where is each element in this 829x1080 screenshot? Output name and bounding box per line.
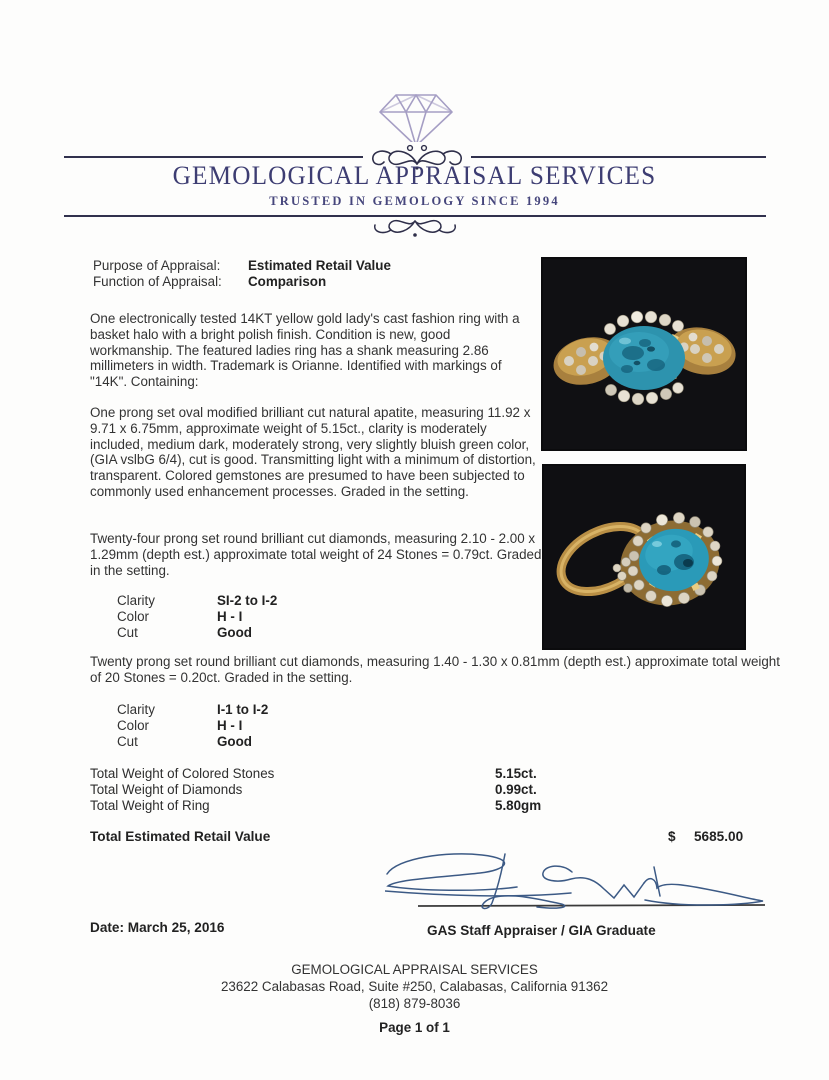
color-value: H - I xyxy=(217,609,243,624)
table-row xyxy=(117,734,268,750)
color-label: Color xyxy=(117,609,149,624)
weight-totals xyxy=(90,766,766,813)
diamonds-weight-label: Total Weight of Diamonds xyxy=(90,781,243,797)
purpose-row xyxy=(93,258,391,274)
apatite-paragraph: One prong set oval modified brilliant cut natural apatite, measuring 11.92 x 9.71 x 6.75mm, approximate weight of 5.15ct., clarity is moderately included, medium dark, moderately strong, very slightly bluish green color, (GIA vslbG 6/4), cut is good. Transmitting light with a minimum of distortion, transparent. Colored gemstones are presumed to have been subjected to commonly used enhancement processes. Graded in the setting. xyxy=(90,405,536,499)
cut-value: Good xyxy=(217,734,252,749)
color-value: H - I xyxy=(217,718,243,733)
colored-stones-weight-label: Total Weight of Colored Stones xyxy=(90,766,275,781)
appraiser-title: GAS Staff Appraiser / GIA Graduate xyxy=(427,923,656,938)
currency-symbol: $ xyxy=(668,829,676,844)
purpose-value: Estimated Retail Value xyxy=(248,258,391,273)
org-tagline: TRUSTED IN GEMOLOGY SINCE 1994 xyxy=(269,194,560,208)
scroll-flourish-bottom-icon xyxy=(371,217,459,239)
table-row xyxy=(90,766,766,782)
colored-stones-weight-value: 5.15ct. xyxy=(495,766,537,781)
function-value: Comparison xyxy=(248,274,327,289)
clarity-value: SI-2 to I-2 xyxy=(217,593,278,608)
diamonds-20-paragraph: Twenty prong set round brilliant cut diamonds, measuring 1.40 - 1.30 x 0.81mm (depth est.) approximate total weight of 20 Stones = 0.20ct. Graded in the setting. xyxy=(90,654,780,685)
footer-phone: (818) 879-8036 xyxy=(368,996,461,1011)
appraisal-date: Date: March 25, 2016 xyxy=(90,920,225,935)
ring-photo-top-view xyxy=(541,257,747,451)
table-row xyxy=(117,702,268,718)
cut-value: Good xyxy=(217,625,252,640)
ring-description-paragraph: One electronically tested 14KT yellow gold lady's cast fashion ring with a basket halo with a bright polish finish. Condition is new, good workmanship. The featured ladies ring has a shank measuring 2.86 millimeters in width. Trademark is Orianne. Identified with markings of "14K". Containing: xyxy=(90,311,520,390)
table-row xyxy=(117,609,277,625)
clarity-label: Clarity xyxy=(117,702,155,717)
org-name: GEMOLOGICAL APPRAISAL SERVICES xyxy=(172,161,657,190)
cut-label: Cut xyxy=(117,625,138,640)
footer-address: 23622 Calabasas Road, Suite #250, Calabasas, California 91362 xyxy=(220,979,609,994)
function-label: Function of Appraisal: xyxy=(93,274,222,289)
retail-value-amount: 5685.00 xyxy=(694,829,744,844)
table-row xyxy=(117,593,277,609)
page-number: Page 1 of 1 xyxy=(379,1020,450,1035)
ring-weight-label: Total Weight of Ring xyxy=(90,797,210,813)
table-row xyxy=(90,782,766,798)
clarity-label: Clarity xyxy=(117,593,155,608)
table-row xyxy=(117,625,277,641)
purpose-label: Purpose of Appraisal: xyxy=(93,258,221,273)
retail-value-label: Total Estimated Retail Value xyxy=(90,829,271,844)
table-row xyxy=(117,718,268,734)
color-label: Color xyxy=(117,718,149,733)
diamonds-24-paragraph: Twenty-four prong set round brilliant cut diamonds, measuring 2.10 - 2.00 x 1.29mm (depth est.) approximate total weight of 24 Stones = 0.79ct. Graded in the setting. xyxy=(90,531,542,578)
function-row xyxy=(93,274,391,290)
grade-table-1 xyxy=(117,593,277,641)
cut-label: Cut xyxy=(117,734,138,749)
appraiser-signature xyxy=(385,850,767,912)
footer-org-name: GEMOLOGICAL APPRAISAL SERVICES xyxy=(291,962,538,977)
appraisal-meta xyxy=(93,258,391,290)
ring-photo-side-view xyxy=(542,464,746,650)
clarity-value: I-1 to I-2 xyxy=(217,702,269,717)
diamonds-weight-value: 0.99ct. xyxy=(495,781,537,797)
ring-weight-value: 5.80gm xyxy=(495,797,542,813)
table-row xyxy=(90,798,766,814)
grade-table-2 xyxy=(117,702,268,750)
